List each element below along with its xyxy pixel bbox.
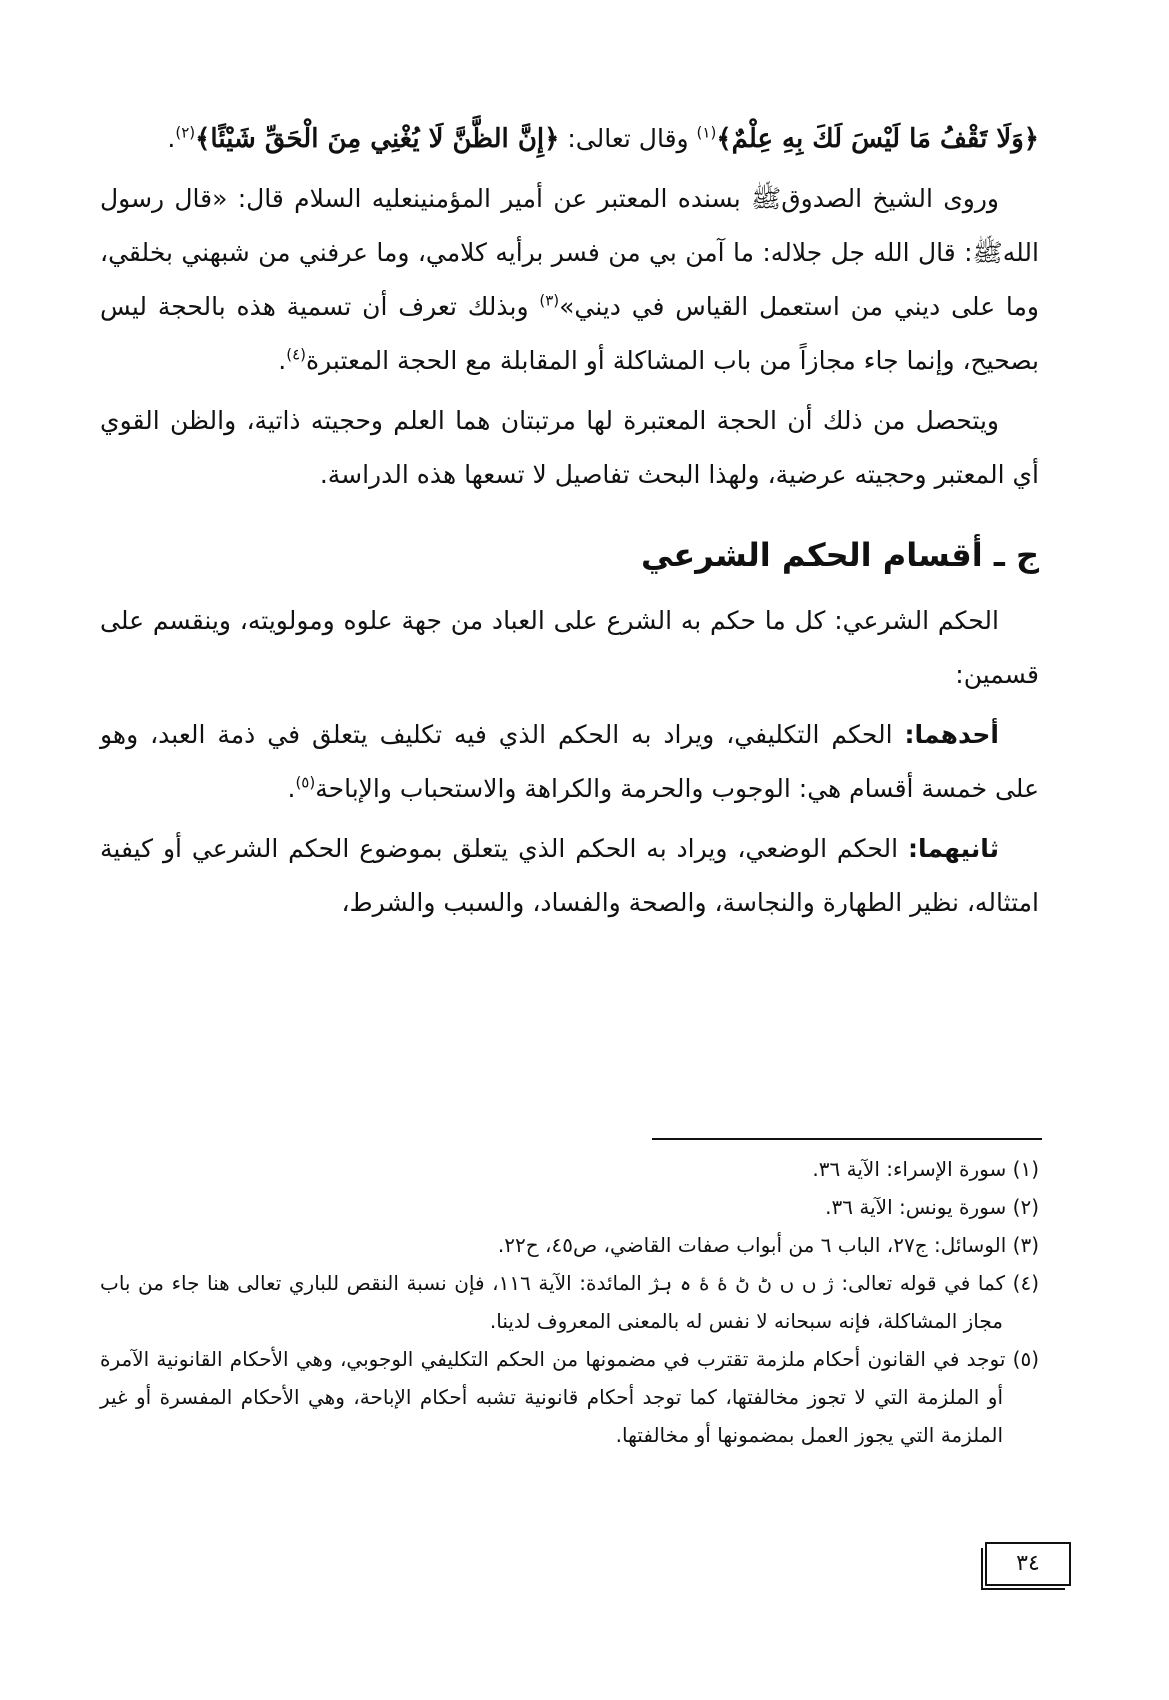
verse-line-end: . [167, 124, 176, 153]
paragraph-hadith-end: . [278, 346, 287, 375]
paragraph-taklifi-label: أحدهما: [904, 720, 999, 749]
page-number: ٣٤ [985, 1542, 1071, 1586]
paragraph-wadi-text: الحكم الوضعي، ويراد به الحكم الذي يتعلق بموضوع الحكم الشرعي أو كيفية امتثاله، نظير الطهارة والنجاسة، والصحة والفساد، والسبب والشرط، [100, 834, 1039, 917]
footnote-1: (١) سورة الإسراء: الآية ٣٦. [812, 1157, 1039, 1181]
paragraph-taklifi-end: . [287, 774, 296, 803]
footnote-5: (٥) توجد في القانون أحكام ملزمة تقترب في مضمونها من الحكم التكليفي الوجوبي، وهي الأحكام القانونية الآمرة أو الملزمة التي لا تجوز مخالفتها، كما توجد أحكام قانونية تشبه أحكام الإباحة، وهي الأحكام المفسرة أو غير الملزمة التي يجوز العمل بمضمونها أو مخالفتها. [100, 1347, 1039, 1447]
paragraph-definition: الحكم الشرعي: كل ما حكم به الشرع على العباد من جهة علوه ومولويته، وينقسم على قسمين: [100, 606, 1039, 689]
paragraph-hadith-text-2: وبذلك تعرف أن تسمية هذه بالحجة ليس بصحيح، وإنما جاء مجازاً من باب المشاكلة أو المقابلة مع الحجة المعتبرة [100, 292, 1039, 375]
footnote-ref-4[interactable]: (٤) [286, 345, 307, 364]
footnote-ref-3[interactable]: (٣) [539, 291, 560, 310]
footnote-4: (٤) كما في قوله تعالى: ژ ں ں ڻ ڻ ۀ ۀ ہ ہژ المائدة: الآية ١١٦، فإن نسبة النقص للباري تعالى هنا جاء من باب مجاز المشاكلة، فإنه سبحانه لا نفس له بالمعنى المعروف لدينا. [100, 1271, 1039, 1333]
verse-line [100, 112, 1039, 166]
paragraph-wadi [100, 822, 1039, 930]
section-heading: ج ـ أقسام الحكم الشرعي [641, 536, 1039, 574]
quran-verse-1: ﴿وَلَا تَقْفُ مَا لَيْسَ لَكَ بِهِ عِلْمٌ﴾ [716, 124, 1039, 154]
footnote-divider [652, 1138, 1042, 1140]
footnote-ref-5[interactable]: (٥) [295, 773, 316, 792]
paragraph-wadi-label: ثانيهما: [907, 834, 999, 863]
footnote-ref-1[interactable]: (١) [696, 123, 717, 142]
footnote-3: (٣) الوسائل: ج٢٧، الباب ٦ من أبواب صفات القاضي، ص٤٥، ح٢٢. [497, 1233, 1039, 1257]
verse-connector: وقال تعالى: [567, 124, 689, 153]
paragraph-hujja: ويتحصل من ذلك أن الحجة المعتبرة لها مرتبتان هما العلم وحجيته ذاتية، والظن القوي أي المعتبر وحجيته عرضية، ولهذا البحث تفاصيل لا تسعها هذه الدراسة. [100, 406, 1039, 489]
paragraph-taklifi-text: الحكم التكليفي، ويراد به الحكم الذي فيه تكليف يتعلق في ذمة العبد، وهو على خمسة أقسام هي: الوجوب والحرمة والكراهة والاستحباب والإباحة [100, 720, 1039, 803]
footnotes [100, 1150, 1039, 1454]
paragraph-taklifi [100, 708, 1039, 816]
footnote-2: (٢) سورة يونس: الآية ٣٦. [825, 1195, 1039, 1219]
paragraph-hadith [100, 172, 1039, 388]
quran-verse-2: ﴿إِنَّ الظَّنَّ لَا يُغْنِي مِنَ الْحَقِّ شَيْئًا﴾ [195, 124, 560, 154]
paragraph-hadith-text: وروى الشيخ الصدوقﷺ بسنده المعتبر عن أمير المؤمنينعليه السلام قال: «قال رسول اللهﷺ: قال الله جل جلاله: ما آمن بي من فسر برأيه كلامي، وما عرفني من شبهني بخلقي، وما على ديني من استعمل القياس في ديني» [100, 184, 1039, 321]
footnote-ref-2[interactable]: (٢) [175, 123, 196, 142]
main-text [100, 112, 1039, 936]
